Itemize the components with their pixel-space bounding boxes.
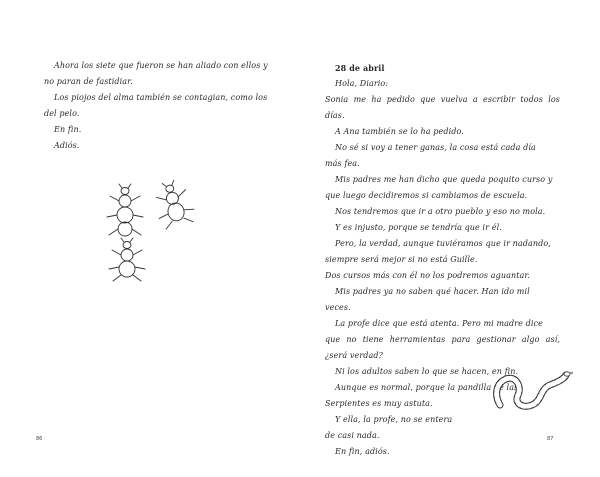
louse-icon	[109, 238, 145, 281]
text-line: Los piojos del alma también se contagian, como los	[54, 93, 268, 102]
page-number: 87	[547, 436, 554, 442]
text-line: No sé si voy a tener ganas, la cosa está cada día	[335, 143, 536, 152]
text-line: En fin, adiós.	[335, 447, 390, 456]
text-line: días.	[325, 111, 345, 120]
left-text-block	[44, 58, 274, 154]
text-line: no paran de fastidiar.	[44, 77, 133, 86]
text-line: Pero, la verdad, aunque tuviéramos que ir nadando,	[335, 239, 551, 248]
text-line: Ahora los siete que fueron se han aliado con ellos y	[54, 61, 268, 70]
louse-icon	[107, 184, 143, 236]
text-line: que luego decidiremos si cambiamos de escuela.	[325, 191, 528, 200]
text-line: del pelo.	[44, 109, 80, 118]
text-line: veces.	[325, 303, 351, 312]
text-line: más fea.	[325, 159, 360, 168]
text-line: Sonia me ha pedido que vuelva a escribir todos los	[325, 95, 560, 104]
entry-date: 28 de abril	[335, 63, 385, 73]
text-line: Ni los adultos saben lo que se hacen, en fin.	[335, 367, 519, 376]
text-line: Y es injusto, porque se tendría que ir él.	[335, 223, 502, 232]
text-line: Aunque es normal, porque la pandilla de las	[335, 383, 519, 392]
text-line: La profe dice que está atenta. Pero mi madre dice	[335, 319, 543, 328]
text-line: Dos cursos más con él no los podremos aguantar.	[325, 271, 531, 280]
text-line: Hola, Diario:	[335, 79, 389, 88]
text-line: Y ella, la profe, no se entera	[335, 415, 453, 424]
text-line: Serpientes es muy astuta.	[325, 399, 433, 408]
text-line: En fin.	[54, 125, 82, 134]
text-line: de casi nada.	[325, 431, 380, 440]
louse-icon	[151, 177, 197, 230]
snake-illustration	[492, 365, 572, 415]
text-line: Mis padres ya no saben qué hacer. Han ido mil	[335, 287, 530, 296]
text-line: Mis padres me han dicho que queda poquito curso y	[335, 175, 553, 184]
lice-illustration	[95, 175, 295, 295]
page-number: 86	[36, 436, 43, 442]
snake-icon	[497, 372, 573, 406]
text-line: ¿será verdad?	[325, 351, 383, 360]
text-line: A Ana también se lo ha pedido.	[335, 127, 464, 136]
text-line: siempre será mejor si no está Guille.	[325, 255, 478, 264]
text-line: Nos tendremos que ir a otro pueblo y eso no mola.	[335, 207, 546, 216]
text-line: Adiós.	[54, 141, 80, 150]
text-line: que no tiene herramientas para gestionar algo así,	[325, 335, 560, 344]
